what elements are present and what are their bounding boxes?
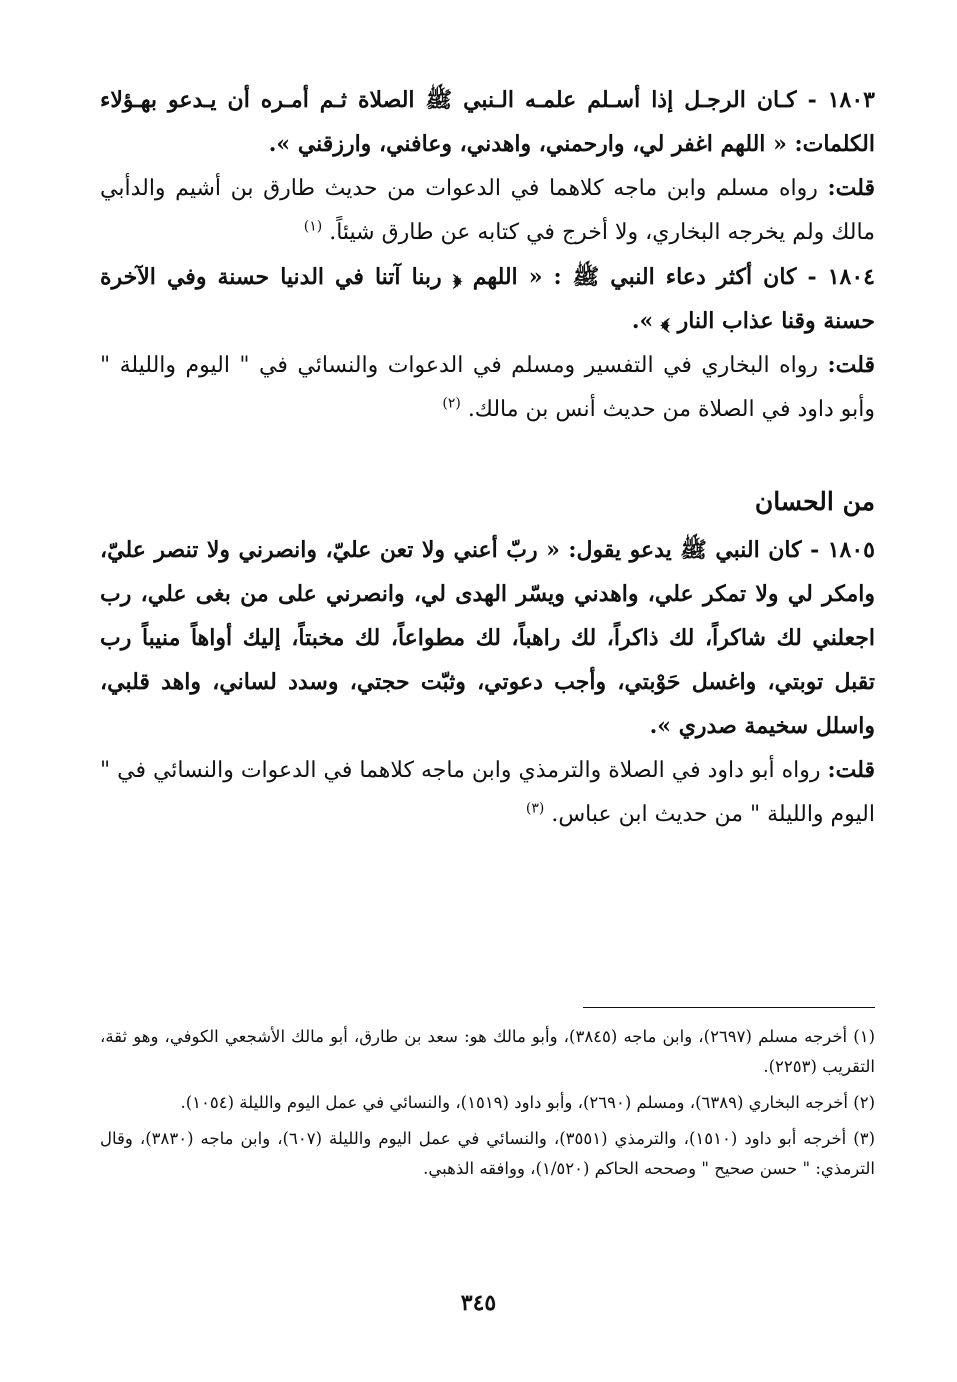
- footnotes: [100, 1022, 875, 1190]
- footnote-ref-1[interactable]: (١): [303, 218, 323, 235]
- commentary-1804: [100, 343, 875, 432]
- hadith-1805: [100, 528, 875, 748]
- commentary-text: رواه مسلم وابن ماجه كلاهما في الدعوات من حديث طارق بن أشيم والدأبي مالك ولم يخرجه البخاري، ولا أخرج في كتابه عن طارق شيئاً.: [100, 176, 875, 245]
- commentary-1805: [100, 748, 875, 837]
- hadith-1803-text: ١٨٠٣ - كـان الرجـل إذا أسـلم علمـه الـنبي ﷺ الصلاة ثـم أمـره أن يـدعو بهـؤلاء الكلمات: « اللهم اغفر لي، وارحمني، واهدني، وعافني، وارزقني ».: [100, 87, 875, 157]
- commentary-1803: [100, 166, 875, 255]
- footnote-ref-2[interactable]: (٢): [442, 395, 461, 412]
- hadith-1805-text: ١٨٠٥ - كان النبي ﷺ يدعو يقول: « ربّ أعني ولا تعن عليّ، وانصرني ولا تنصر عليّ، وامكر لي ولا تمكر علي، واهدني ويسّر الهدى لي، وانصرني على من بغى علي، رب اجعلني لك شاكراً، لك ذاكراً، لك راهباً، لك مطواعاً، لك مخبتاً، إليك أواهاً منيباً رب تقبل توبتي، واغسل حَوْبتي، وأجب دعوتي، وثبّت حجتي، وسدد لساني، واهد قلبي، واسلل سخيمة صدري ».: [100, 537, 875, 739]
- hadith-1804-text: ١٨٠٤ - كان أكثر دعاء النبي ﷺ : « اللهم ﴿ ربنا آتنا في الدنيا حسنة وفي الآخرة حسنة وقنا عذاب النار ﴾ ».: [100, 264, 875, 334]
- hadith-1803: [100, 78, 875, 166]
- footnote-2: (٢) أخرجه البخاري (٦٣٨٩)، ومسلم (٢٦٩٠)، وأبو داود (١٥١٩)، والنسائي في عمل اليوم والليلة (١٠٥٤).: [180, 1093, 875, 1112]
- commentary-text: رواه أبو داود في الصلاة والترمذي وابن ماجه كلاهما في الدعوات والنسائي في " اليوم والليلة " من حديث ابن عباس.: [100, 758, 875, 827]
- footnote-1: (١) أخرجه مسلم (٢٦٩٧)، وابن ماجه (٣٨٤٥)، وأبو مالك هو: سعد بن طارق، أبو مالك الأشجعي الكوفي، وهو ثقة، التقريب (٢٢٥٣).: [100, 1027, 875, 1076]
- footnote-divider: [583, 1007, 875, 1008]
- footnote-3: (٣) أخرجه أبو داود (١٥١٠)، والترمذي (٣٥٥١)، والنسائي في عمل اليوم والليلة (٦٠٧)، وابن ماجه (٣٨٣٠)، وقال الترمذي: " حسن صحيح " وصححه الحاكم (١/٥٢٠)، ووافقه الذهبي.: [100, 1129, 875, 1178]
- commentary-label: قلت:: [827, 175, 875, 201]
- section-title: من الحسان: [754, 487, 875, 516]
- commentary-label: قلت:: [827, 757, 875, 783]
- footnote-ref-3[interactable]: (٣): [525, 800, 545, 817]
- main-text: [100, 78, 875, 837]
- page-number: ٣٤٥: [460, 1290, 497, 1316]
- commentary-label: قلت:: [827, 352, 875, 378]
- hadith-1804: [100, 255, 875, 343]
- commentary-text: رواه البخاري في التفسير ومسلم في الدعوات والنسائي في " اليوم والليلة " وأبو داود في الصلاة من حديث أنس بن مالك.: [100, 353, 875, 422]
